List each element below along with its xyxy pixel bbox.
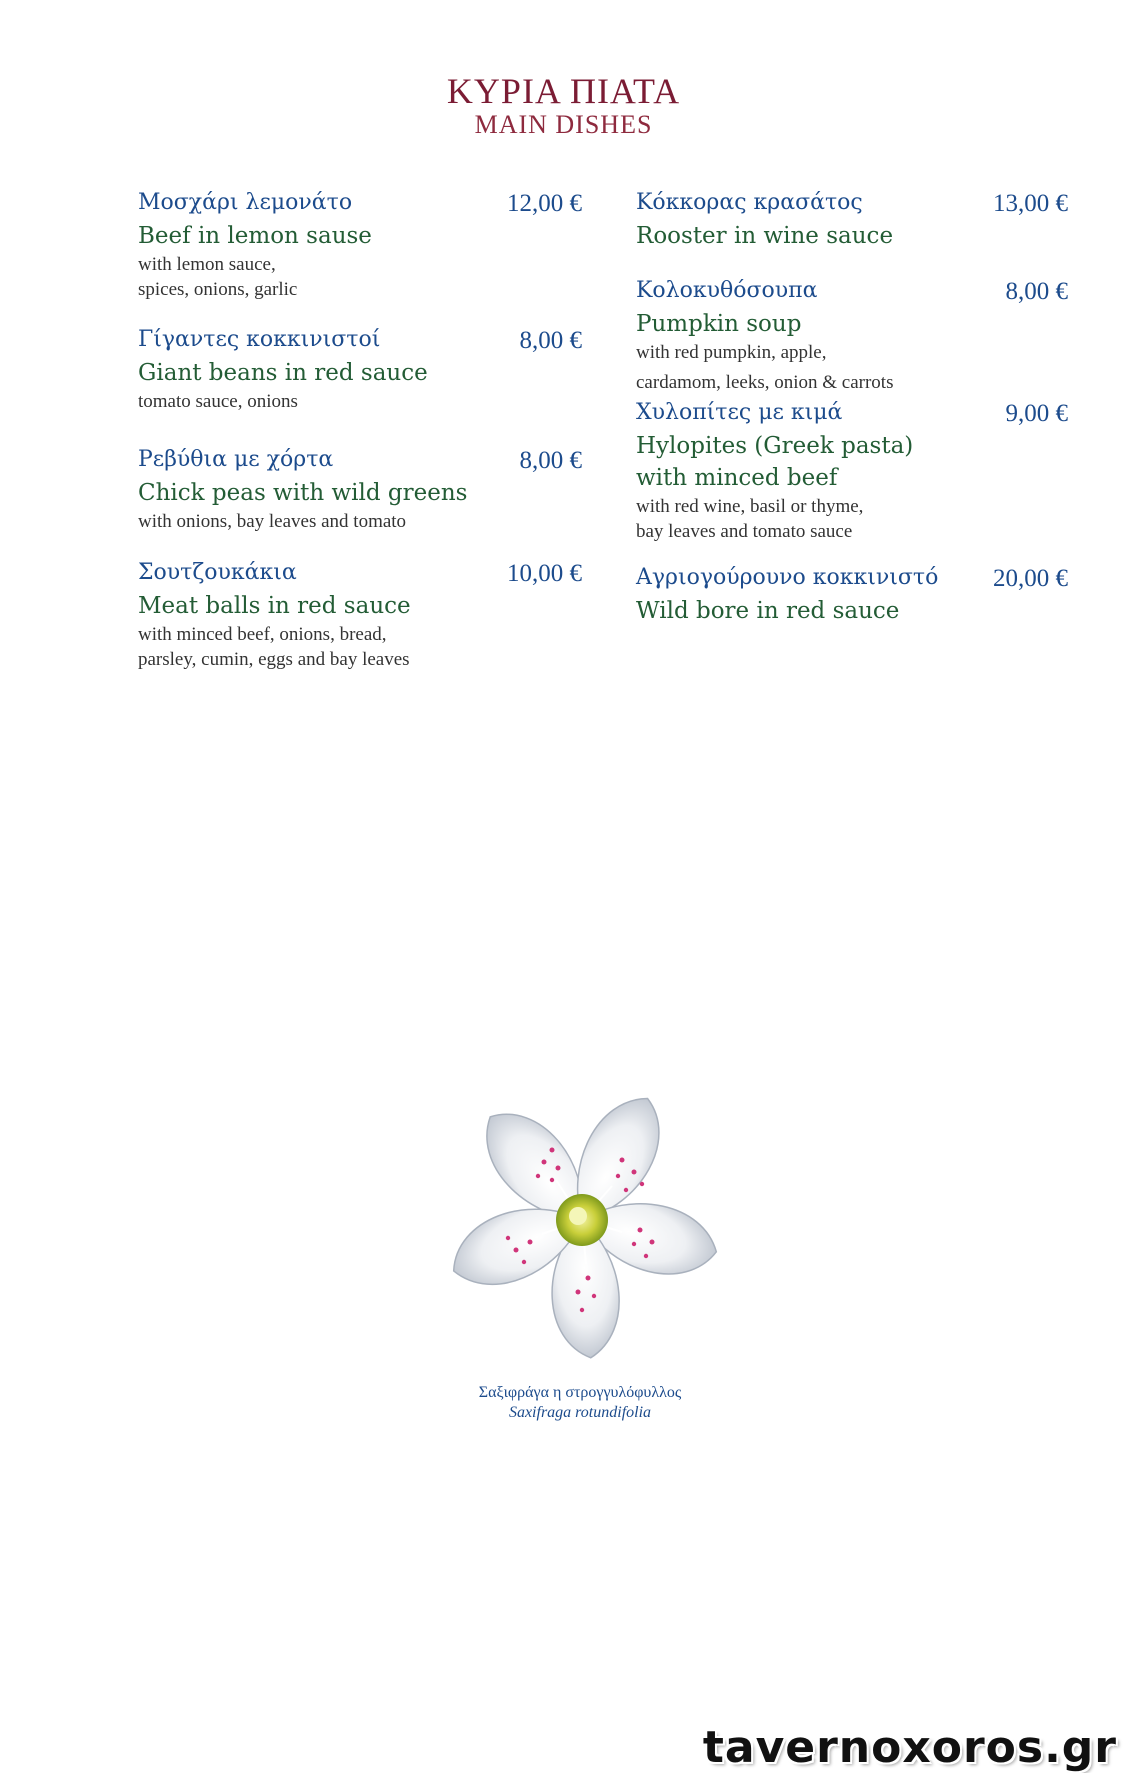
dish-greek-name: Γίγαντες κοκκινιστοί: [138, 327, 381, 352]
dish-english-name: Rooster in wine sauce: [636, 223, 894, 249]
dish-description: bay leaves and tomato sauce: [636, 521, 853, 542]
dish-greek-name: Κολοκυθόσουπα: [636, 278, 818, 303]
menu-item: [636, 190, 1068, 252]
dish-price: 8,00 €: [519, 447, 582, 474]
dish-price: 13,00 €: [993, 190, 1068, 217]
menu-item: [636, 400, 1068, 544]
dish-price: 10,00 €: [507, 560, 582, 587]
menu-item: [138, 190, 582, 302]
dish-greek-name: Αγριογούρουνο κοκκινιστό: [636, 565, 939, 590]
dish-english-name: Hylopites (Greek pasta): [636, 433, 914, 459]
illustration-caption-latin: Saxifraga rotundifolia: [508, 1404, 652, 1421]
dish-description: spices, onions, garlic: [138, 279, 298, 300]
dish-english-name: Meat balls in red sauce: [138, 593, 411, 619]
dish-english-name: Chick peas with wild greens: [138, 480, 468, 506]
dish-description: with minced beef, onions, bread,: [138, 624, 387, 645]
dish-price: 9,00 €: [1005, 400, 1068, 427]
illustration-caption-greek: Σαξιφράγα η στρογγυλόφυλλος: [478, 1384, 682, 1401]
dish-english-name: Pumpkin soup: [636, 311, 802, 337]
page-title-english: MAIN DISHES: [474, 110, 653, 139]
dish-description: tomato sauce, onions: [138, 391, 298, 412]
menu-item: [636, 565, 1068, 627]
dish-english-name: Giant beans in red sauce: [138, 360, 428, 386]
dish-greek-name: Ρεβύθια με χόρτα: [138, 447, 334, 472]
menu-item: [636, 278, 1068, 395]
dish-description: with onions, bay leaves and tomato: [138, 511, 407, 532]
page-title-greek: ΚΥΡΙΑ ΠΙΑΤΑ: [446, 71, 681, 111]
menu-item: [138, 447, 582, 534]
menu-item: [138, 327, 582, 414]
dish-price: 20,00 €: [993, 565, 1068, 592]
site-watermark: tavernoxoros.gr: [702, 1722, 1117, 1773]
dish-price: 8,00 €: [1005, 278, 1068, 305]
dish-description: with red wine, basil or thyme,: [636, 496, 864, 517]
dish-description: parsley, cumin, eggs and bay leaves: [138, 649, 410, 670]
dish-english-name: with minced beef: [636, 465, 838, 491]
dish-description: cardamom, leeks, onion & carrots: [636, 372, 894, 393]
dish-description: with red pumpkin, apple,: [636, 342, 827, 363]
dish-description: with lemon sauce,: [138, 254, 276, 275]
saxifraga-flower-illustration: [432, 1070, 732, 1370]
dish-greek-name: Χυλοπίτες με κιμά: [636, 400, 843, 425]
dish-price: 12,00 €: [507, 190, 582, 217]
dish-greek-name: Κόκκορας κρασάτος: [636, 190, 863, 215]
dish-price: 8,00 €: [519, 327, 582, 354]
dish-greek-name: Μοσχάρι λεμονάτο: [138, 190, 353, 215]
menu-item: [138, 560, 582, 672]
dish-english-name: Beef in lemon sause: [138, 223, 372, 249]
dish-greek-name: Σουτζουκάκια: [138, 560, 297, 585]
dish-english-name: Wild bore in red sauce: [636, 598, 900, 624]
